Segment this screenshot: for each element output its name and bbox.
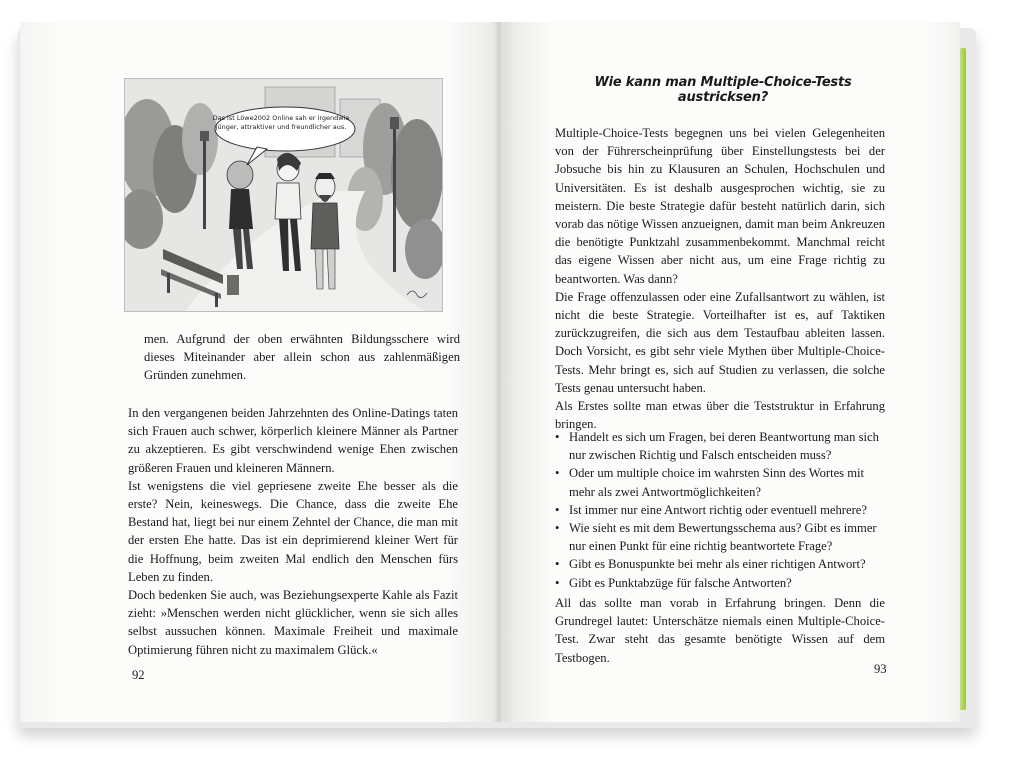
list-item: • Ist immer nur eine Antwort richtig oder eventuell mehrere? xyxy=(555,501,889,519)
book-gutter xyxy=(495,22,503,722)
left-body xyxy=(128,404,458,659)
section-heading: Wie kann man Multiple-Choice-Tests austricksen? xyxy=(594,75,852,105)
left-paragraph-2: Ist wenigstens die viel gepriesene zweite Ehe besser als die erste? Nein, keineswegs. Die Chance, dass die zweite Ehe Bestand hat, liegt bei nur einem Zehntel der Chance, die man mit der ersten Ehe hatte. Das ist ein deprimierend kleiner Wert für die Hoffnung, beim zweiten Mal endlich den Menschen fürs Leben zu finden. xyxy=(128,478,458,584)
right-body xyxy=(555,124,885,433)
right-paragraph-4: All das sollte man vorab in Erfahrung bringen. Denn die Grundregel lautet: Unterschätze niemals einen Multiple-Choice-Test. Zwar steht das gesamte benötigte Wissen auf dem Testbogen. xyxy=(555,596,885,665)
left-paragraph-3: Doch bedenken Sie auch, was Beziehungsexperte Kahle als Fazit zieht: »Menschen werden nicht glücklicher, wenn sie sich alles selbst aussuchen können. Maximale Freiheit und maximale Optimierung führen nicht zu maximalem Glück.« xyxy=(128,588,458,657)
list-item: • Handelt es sich um Fragen, bei deren Beantwortung man sich nur zwischen Richtig und Falsch entscheiden muss? xyxy=(555,428,889,464)
left-paragraph-1: In den vergangenen beiden Jahrzehnten des Online-Datings taten sich Frauen auch schwer, körperlich kleinere Männer als Partner zu akzeptieren. Es gibt verschwindend wenige Ehen zwischen größeren Frauen und kleineren Männern. xyxy=(128,406,458,475)
list-item: • Gibt es Bonuspunkte bei mehr als einer richtigen Antwort? xyxy=(555,555,889,573)
question-list xyxy=(555,428,889,592)
left-continuation: men. Aufgrund der oben erwähnten Bildungsschere wird dieses Miteinander aber allein schon aus zahlenmäßigen Gründen zunehmen. xyxy=(144,332,460,383)
right-paragraph-2: Die Frage offenzulassen oder eine Zufallsantwort zu wählen, ist nicht die beste Strategie. Vorteilhafter ist es, auf Taktiken zurückzugreifen, die sich aus dem Testaufbau ableiten lassen. Doch Vorsicht, es gibt sehr viele Mythen über Multiple-Choice-Tests. Mehr bringt es, sich auf Studien zu verlassen, die solche Tests genau untersucht haben. xyxy=(555,289,885,395)
page-number-right: 93 xyxy=(874,662,887,676)
list-item: • Oder um multiple choice im wahrsten Sinn des Wortes mit mehr als zwei Antwortmöglichkeiten? xyxy=(555,464,889,500)
list-item: • Gibt es Punktabzüge für falsche Antworten? xyxy=(555,574,889,592)
right-paragraph-1: Multiple-Choice-Tests begegnen uns bei vielen Gelegenheiten von der Führerscheinprüfung über Einstellungstests bei der Jobsuche bis hin zu Klausuren an Schulen, Hochschulen und Universitäten. Es ist deshalb ausgesprochen wichtig, sie zu meistern. Die beste Strategie dafür besteht natürlich darin, sich vorab das nötige Wissen anzueignen, damit man beim Ankreuzen die benötigte Punktzahl zusammenbekommt. Manchmal reicht das eigene Wissen aber nicht aus, um eine Frage richtig zu beantworten. Was dann? xyxy=(555,126,885,286)
page-number-left: 92 xyxy=(132,668,145,682)
right-paragraph-3: Als Erstes sollte man etwas über die Teststruktur in Erfahrung bringen. xyxy=(555,399,885,432)
list-item: • Wie sieht es mit dem Bewertungsschema aus? Gibt es immer nur einen Punkt für eine richtig beantwortete Frage? xyxy=(555,519,889,555)
speech-bubble-text: Das ist Löwe2002 Online sah er irgendwie jünger, attraktiver und freundlicher aus. xyxy=(212,114,350,131)
